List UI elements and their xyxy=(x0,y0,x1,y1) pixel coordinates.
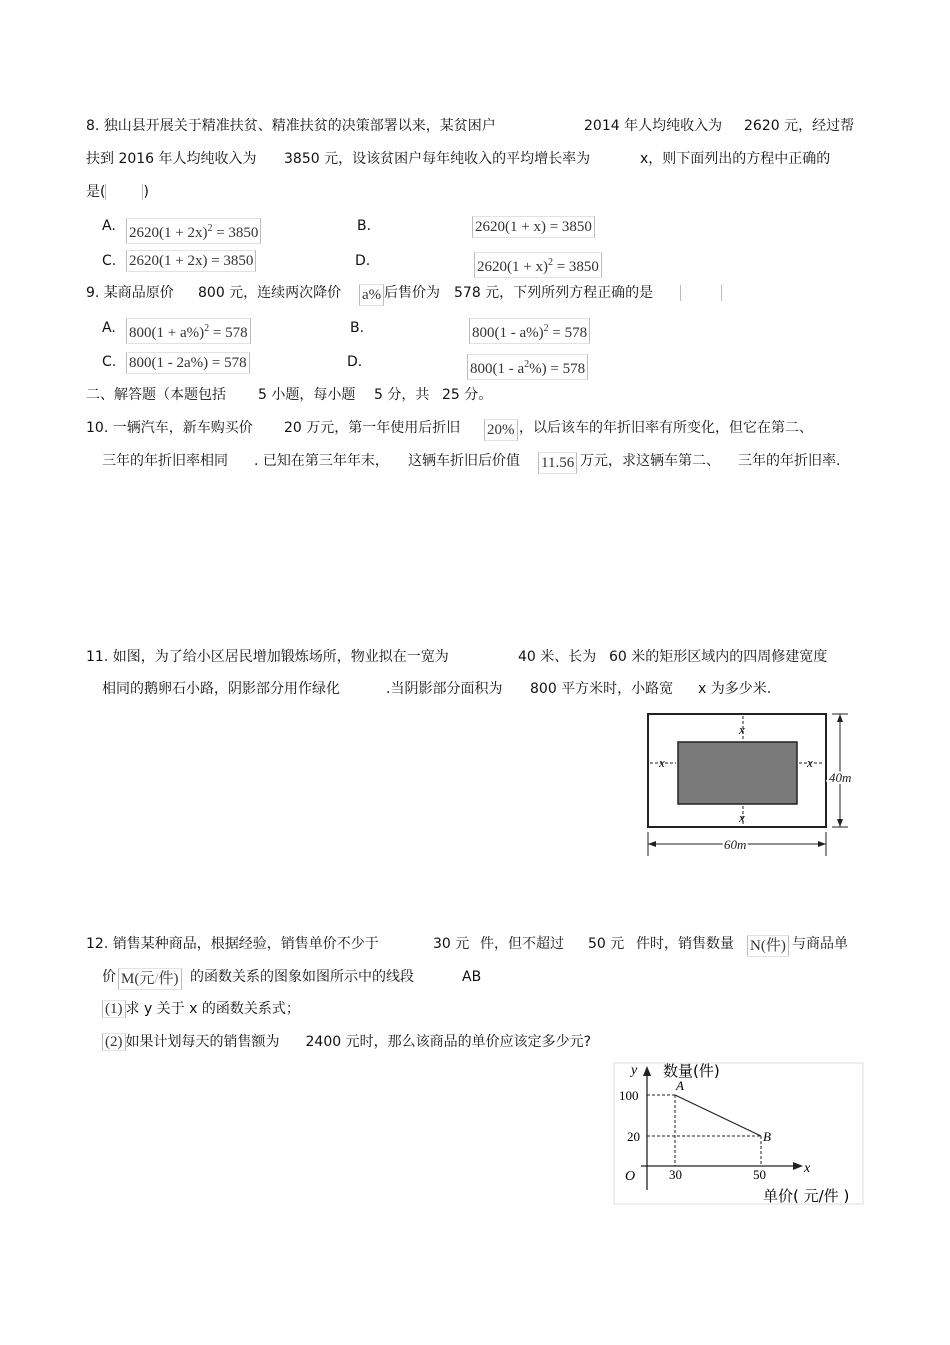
q8-line1: 8. 独山县开展关于精准扶贫、精准扶贫的决策部署以来，某贫困户 xyxy=(86,118,496,134)
q12-price-variable: M(元/件) xyxy=(118,968,182,990)
q10-value: 11.56 xyxy=(538,452,577,474)
q12-line1c: 件，但不超过 xyxy=(480,936,564,952)
path-width-left: x xyxy=(659,755,665,770)
q9-option-a-label: A. xyxy=(102,320,116,336)
q8-option-c-label: C. xyxy=(102,253,117,269)
y-axis-label: y xyxy=(631,1063,638,1078)
q8-line2b: 3850 元，设该贫困户每年纯收入的平均增长率为 xyxy=(284,151,591,167)
q10-line1a: 10. 一辆汽车，新车购买价 xyxy=(86,420,253,436)
q9-answer-blank xyxy=(680,283,722,303)
q10-line2c: 这辆车折旧后价值 xyxy=(408,453,520,469)
q9-option-a-equation: $800(1 + a\%)^2 = 578$ xyxy=(126,318,251,344)
q11-line1c: 60 米的矩形区域内的四周修建宽度 xyxy=(609,649,828,665)
q11-line2d: x 为多少米. xyxy=(698,681,772,697)
section-heading-part2: 5 小题，每小题 xyxy=(258,387,356,403)
origin-label: O xyxy=(625,1169,636,1184)
q11-line2a: 相同的鹅卵石小路，阴影部分用作绿化 xyxy=(102,681,340,697)
q11-rectangle-figure xyxy=(642,710,864,858)
q9-line1a: 9. 某商品原价 xyxy=(86,285,174,301)
point-b-label: B xyxy=(763,1129,771,1144)
section-heading-part4: 25 分。 xyxy=(442,387,493,403)
segment-ab xyxy=(675,1095,761,1136)
length-label: 60m xyxy=(724,837,747,852)
q9-option-c-label: C. xyxy=(102,354,117,370)
q10-line2f: 三年的年折旧率. xyxy=(738,453,841,469)
q12-line1g: 与商品单 xyxy=(792,936,848,952)
section-heading-part1: 二、解答题（本题包括 xyxy=(86,387,226,403)
q12-line1d: 50 元 xyxy=(588,936,625,952)
q12-line2a: 价 xyxy=(102,969,116,985)
q10-line2a: 三年的年折旧率相同 xyxy=(102,453,228,469)
q8-line1b: 2014 年人均纯收入为 xyxy=(584,118,723,134)
q9-rate: a% xyxy=(359,284,384,306)
y-tick-100: 100 xyxy=(619,1088,639,1103)
q8-option-b-equation: 2620(1 + x) = 3850 xyxy=(472,216,595,238)
q8-option-d-label: D. xyxy=(355,253,371,269)
q11-line2b: .当阴影部分面积为 xyxy=(386,681,503,697)
q10-line1d: ，以后该车的年折旧率有所变化，但它在第二、 xyxy=(519,420,813,436)
q8-line3: 是( ) xyxy=(86,184,149,200)
q11-line2c: 800 平方米时，小路宽 xyxy=(530,681,674,697)
q8-line1c: 2620 元，经过帮 xyxy=(744,118,855,134)
q8-option-d-equation: $2620(1 + x)^2 = 3850$ xyxy=(474,252,602,278)
x-tick-30: 30 xyxy=(669,1167,682,1182)
q9-option-d-label: D. xyxy=(347,354,363,370)
q10-line1b: 20 万元，第一年使用后折旧 xyxy=(284,420,461,436)
q9-option-d-equation: $800(1 - a^2\%) = 578$ xyxy=(467,354,588,380)
q12-line1b: 30 元 xyxy=(433,936,470,952)
q11-line1b: 40 米、长为 xyxy=(518,649,597,665)
q9-line1d: 后售价为 xyxy=(384,285,440,301)
q12-line2e: AB xyxy=(462,969,482,985)
q12-line1e: 件时，销售数量 xyxy=(636,936,734,952)
answer-blank xyxy=(105,184,143,200)
q8-option-a-label: A. xyxy=(102,218,116,234)
q12-line1a: 12. 销售某种商品，根据经验，销售单价不少于 xyxy=(86,936,379,952)
y-axis-title: 数量(件) xyxy=(663,1062,720,1080)
q9-option-b-equation: 800(1 - a%)$^2$ = 578 xyxy=(469,318,590,344)
q9-line1b: 800 元，连续两次降价 xyxy=(198,285,342,301)
x-tick-50: 50 xyxy=(753,1167,766,1182)
y-tick-20: 20 xyxy=(627,1129,640,1144)
q8-line2c: x，则下面列出的方程中正确的 xyxy=(640,151,831,167)
q8-option-b-label: B. xyxy=(357,218,372,234)
q11-line1a: 11. 如图，为了给小区居民增加锻炼场所，物业拟在一宽为 xyxy=(86,649,449,665)
q10-line2b: . 已知在第三年年末， xyxy=(254,453,389,469)
width-label: 40m xyxy=(829,770,852,785)
q12-line2d: 的函数关系的图象如图所示中的线段 xyxy=(190,969,414,985)
q12-function-graph xyxy=(613,1062,865,1206)
path-width-top: x xyxy=(739,722,745,737)
q9-option-c-equation: 800(1 - 2a%) = 578 xyxy=(126,352,250,374)
q9-option-b-label: B. xyxy=(350,320,365,336)
q8-line2a: 扶到 2016 年人均纯收入为 xyxy=(86,151,257,167)
x-axis-title: 单价( 元/件 ) xyxy=(763,1187,850,1205)
q8-option-a-equation: $2620(1 + 2x)^2 = 3850$ xyxy=(126,218,261,244)
q8-option-c-equation: 2620(1 + 2x) = 3850 xyxy=(126,250,256,272)
point-a-label: A xyxy=(676,1078,684,1093)
path-width-bottom: x xyxy=(739,810,745,825)
shaded-lawn xyxy=(678,742,797,804)
q12-quantity-variable: N(件) xyxy=(747,935,789,957)
q10-rate: 20% xyxy=(484,419,518,441)
x-axis-label: x xyxy=(804,1161,811,1176)
q9-line1e: 578 元，下列所列方程正确的是 xyxy=(454,285,654,301)
path-width-right: x xyxy=(807,755,813,770)
section-heading-part3: 5 分，共 xyxy=(374,387,430,403)
q12-part1: (1) 求 y 关于 x 的函数关系式； xyxy=(102,999,300,1019)
q10-line2e: 万元，求这辆车第二、 xyxy=(580,453,720,469)
q12-part2: (2) 如果计划每天的销售额为 2400 元时，那么该商品的单价应该定多少元? xyxy=(102,1032,591,1052)
